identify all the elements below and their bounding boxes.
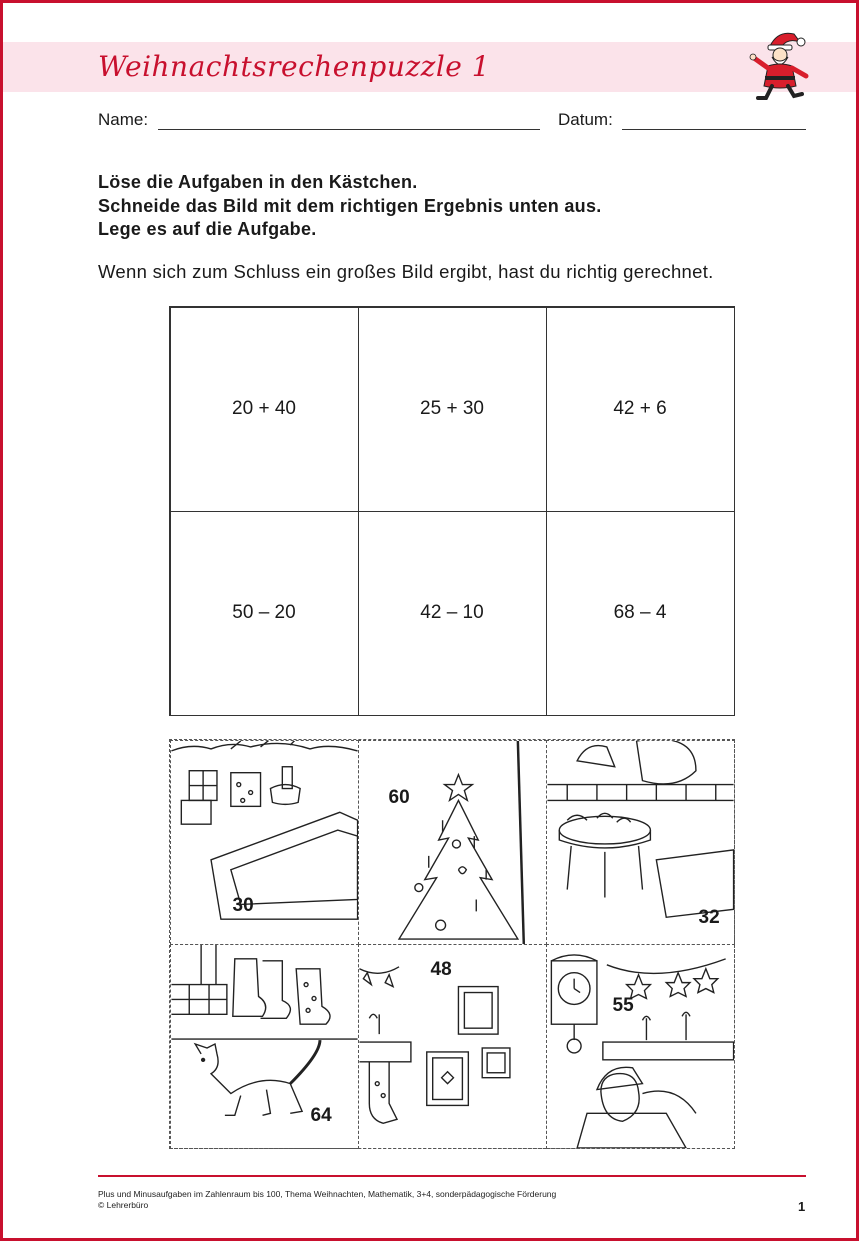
presents-rug-illustration	[171, 741, 358, 944]
task-cell: 50 – 20	[170, 511, 359, 716]
instruction-line: Lege es auf die Aufgabe.	[98, 219, 317, 239]
instruction-line: Schneide das Bild mit dem richtigen Ergebnis unten aus.	[98, 195, 602, 216]
hint-text: Wenn sich zum Schluss ein großes Bild ergibt, hast du richtig gerechnet.	[98, 261, 714, 282]
santa-icon	[748, 28, 812, 102]
puzzle-piece[interactable]	[546, 740, 735, 945]
date-label: Datum:	[558, 110, 613, 129]
puzzle-pieces-grid	[169, 739, 735, 1149]
puzzle-piece[interactable]	[358, 944, 547, 1149]
piece-number: 60	[388, 786, 410, 808]
task-cell: 25 + 30	[358, 307, 547, 512]
puzzle-piece[interactable]	[546, 944, 735, 1149]
task-grid	[169, 306, 735, 716]
footer-copyright: © Lehrerbüro	[98, 1200, 149, 1210]
piece-number: 48	[430, 958, 452, 980]
clock-santa-illustration	[547, 945, 734, 1148]
piece-number: 64	[310, 1104, 332, 1126]
name-field[interactable]	[158, 129, 540, 130]
garland-frames-illustration	[359, 945, 546, 1148]
footer-divider	[98, 1175, 806, 1177]
piece-number: 32	[698, 906, 720, 928]
piece-number: 55	[612, 994, 634, 1016]
name-label: Name:	[98, 110, 149, 129]
puzzle-piece[interactable]	[170, 740, 359, 945]
piece-number: 30	[232, 894, 254, 916]
christmas-tree-illustration	[359, 741, 546, 944]
puzzle-piece[interactable]	[170, 944, 359, 1149]
task-cell: 68 – 4	[546, 511, 735, 716]
task-cell: 42 – 10	[358, 511, 547, 716]
puzzle-piece[interactable]	[358, 740, 547, 945]
page-title: Weihnachtsrechenpuzzle 1	[98, 50, 491, 83]
instructions	[98, 171, 602, 242]
page-number: 1	[798, 1199, 806, 1214]
footer-description: Plus und Minusaufgaben im Zahlenraum bis 100, Thema Weihnachten, Mathematik, 3+4, sonderpädagogische Förderung	[98, 1189, 557, 1199]
task-cell: 42 + 6	[546, 307, 735, 512]
instruction-line: Löse die Aufgaben in den Kästchen.	[98, 172, 418, 192]
footer-text	[98, 1189, 556, 1211]
date-field[interactable]	[622, 129, 806, 130]
task-cell: 20 + 40	[170, 307, 359, 512]
